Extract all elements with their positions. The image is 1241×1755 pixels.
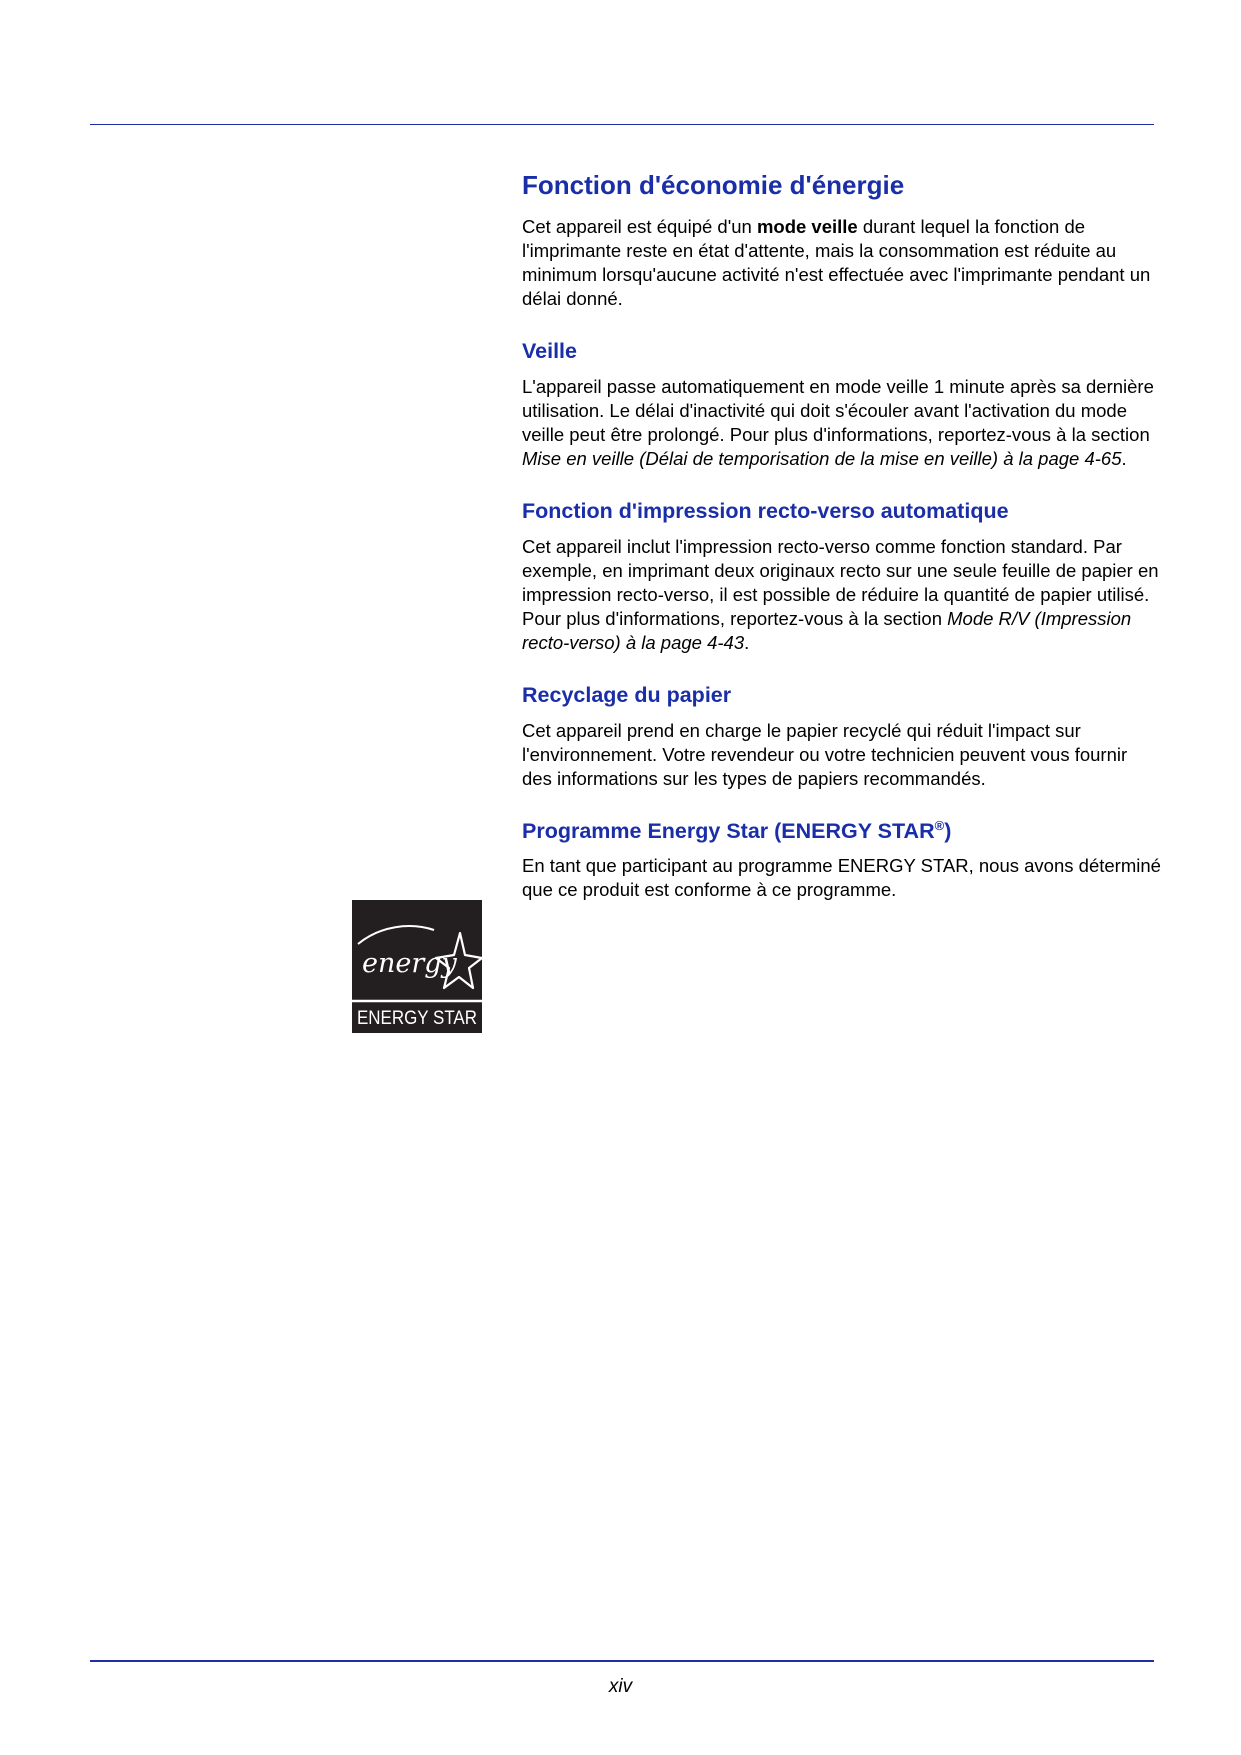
intro-paragraph [522, 215, 1162, 311]
main-content [522, 166, 1162, 930]
intro-bold-term: mode veille [756, 216, 858, 238]
energy-star-paragraph: En tant que participant au programme ENERGY STAR, nous avons déterminé que ce produit est conforme à ce programme. [522, 855, 1161, 901]
duplex-text-start: Cet appareil inclut l'impression recto-verso comme fonction standard. Par exemple, en imprimant deux originaux recto sur une seule feuille de papier en impression recto-verso, il est possible de réduire la quantité de papier utilisé. Pour plus d'informations, reportez-vous à la section [522, 535, 1159, 629]
intro-text-end: durant lequel la fonction de l'imprimante reste en état d'attente, mais la consommation est réduite au minimum lorsqu'aucune activité n'est effectuée avec l'imprimante pendant un délai donné. [522, 216, 1151, 310]
duplex-text-end: . [744, 631, 750, 653]
heading-veille: Veille [522, 339, 577, 364]
veille-reference: Mise en veille (Délai de temporisation de la mise en veille) à la page 4-65 [522, 447, 1122, 469]
intro-text-start: Cet appareil est équipé d'un [522, 216, 757, 238]
recycling-paragraph: Cet appareil prend en charge le papier recyclé qui réduit l'impact sur l'environnement. Votre revendeur ou votre technicien peuvent vous fournir des informations sur les types de papiers recommandés. [522, 719, 1128, 789]
veille-text-start: L'appareil passe automatiquement en mode veille 1 minute après sa dernière utilisation. Le délai d'inactivité qui doit s'écouler avant l'activation du mode veille peut être prolongé. Pour plus d'informations, reportez-vous à la section [522, 375, 1154, 445]
heading-recycling: Recyclage du papier [522, 682, 732, 707]
page-number: xiv [608, 1676, 633, 1697]
veille-text-end: . [1121, 447, 1127, 469]
page-title: Fonction d'économie d'énergie [522, 170, 905, 200]
heading-duplex: Fonction d'impression recto-verso automatique [522, 498, 1009, 523]
duplex-paragraph [522, 535, 1162, 655]
veille-paragraph [522, 375, 1162, 471]
header-rule [90, 124, 1154, 125]
footer-rule [90, 1660, 1154, 1662]
energy-star-heading-text: Programme Energy Star (ENERGY STAR [522, 818, 935, 843]
energy-star-logo [352, 900, 482, 1033]
logo-label: ENERGY STAR [357, 1008, 477, 1029]
registered-mark: ® [934, 817, 945, 833]
duplex-reference: Mode R/V (Impression recto-verso) à la page 4-43 [522, 607, 1132, 653]
logo-script-text: energy [362, 948, 457, 979]
heading-energy-star [522, 819, 1162, 845]
energy-star-heading-close: ) [944, 818, 952, 843]
